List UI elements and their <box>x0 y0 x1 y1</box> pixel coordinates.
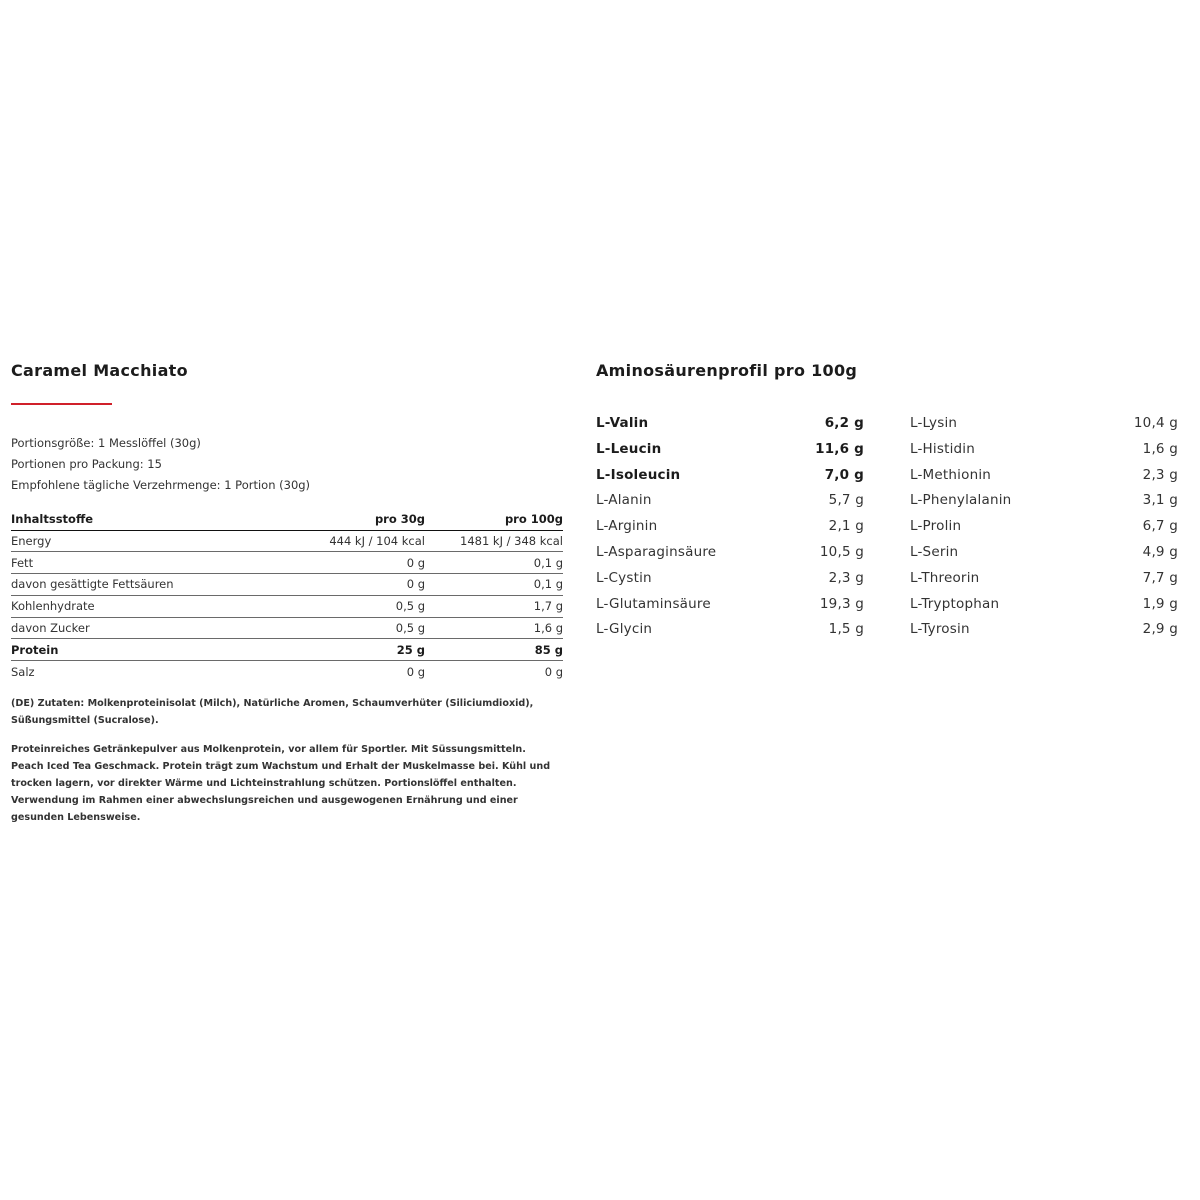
header-per-100g: pro 100g <box>425 508 563 530</box>
nutrition-table <box>11 508 563 683</box>
recommended-intake: Empfohlene tägliche Verzehrmenge: 1 Portion (30g) <box>11 478 311 492</box>
amino-name: L-Cystin <box>596 569 652 586</box>
amino-name: L-Serin <box>910 543 959 560</box>
amino-row <box>910 437 1178 463</box>
amino-value: 2,1 g <box>828 518 864 535</box>
amino-section <box>596 358 1178 643</box>
amino-name: L-Tyrosin <box>910 621 970 638</box>
amino-value: 4,9 g <box>1142 543 1178 560</box>
amino-value: 6,2 g <box>824 415 864 431</box>
amino-name: L-Arginin <box>596 518 658 535</box>
amino-name: L-Histidin <box>910 440 976 457</box>
serving-info <box>11 433 563 496</box>
nutrition-header-row <box>11 508 563 530</box>
nutrient-name: Energy <box>11 530 287 552</box>
amino-value: 7,0 g <box>824 466 864 483</box>
amino-name: L-Prolin <box>910 518 962 535</box>
nutrition-row <box>11 595 563 617</box>
amino-name: L-Alanin <box>596 492 652 509</box>
amino-title: Aminosäurenprofil pro 100g <box>596 361 858 380</box>
nutrient-per-30g: 444 kJ / 104 kcal <box>287 530 425 552</box>
amino-name: L-Leucin <box>596 440 662 457</box>
product-title: Caramel Macchiato <box>11 361 188 380</box>
nutrient-name: davon gesättigte Fettsäuren <box>11 574 287 596</box>
amino-name: L-Glycin <box>596 621 653 638</box>
amino-value: 5,7 g <box>828 492 864 509</box>
amino-row <box>596 463 864 489</box>
nutrient-per-100g: 1,6 g <box>425 617 563 639</box>
amino-row <box>596 411 864 437</box>
amino-value: 1,5 g <box>828 621 864 638</box>
nutrient-name: Protein <box>11 639 287 661</box>
nutrient-per-30g: 0,5 g <box>287 617 425 639</box>
amino-value: 1,6 g <box>1142 440 1178 457</box>
serving-size: Portionsgröße: 1 Messlöffel (30g) <box>11 436 201 450</box>
amino-row <box>910 514 1178 540</box>
nutrition-row <box>11 530 563 552</box>
amino-value: 10,4 g <box>1133 415 1178 431</box>
amino-row <box>596 437 864 463</box>
amino-name: L-Glutaminsäure <box>596 595 711 612</box>
amino-value: 2,3 g <box>1142 466 1178 483</box>
amino-value: 3,1 g <box>1142 492 1178 509</box>
amino-row <box>910 566 1178 592</box>
amino-value: 19,3 g <box>819 595 864 612</box>
amino-row <box>910 411 1178 437</box>
amino-row <box>596 566 864 592</box>
header-ingredient: Inhaltsstoffe <box>11 508 287 530</box>
nutrient-per-100g: 1481 kJ / 348 kcal <box>425 530 563 552</box>
nutrient-per-100g: 1,7 g <box>425 595 563 617</box>
amino-name: L-Phenylalanin <box>910 492 1012 509</box>
description-line: Verwendung im Rahmen einer abwechslungsreichen und ausgewogenen Ernährung und einer <box>11 794 518 806</box>
amino-value: 10,5 g <box>819 543 864 560</box>
amino-value: 2,9 g <box>1142 621 1178 638</box>
amino-value: 2,3 g <box>828 569 864 586</box>
amino-row <box>596 617 864 643</box>
nutrient-per-100g: 0,1 g <box>425 574 563 596</box>
header-per-30g: pro 30g <box>287 508 425 530</box>
amino-row <box>910 540 1178 566</box>
nutrient-per-30g: 0 g <box>287 574 425 596</box>
description-line: Peach Iced Tea Geschmack. Protein trägt zum Wachstum und Erhalt der Muskelmasse bei. Kühl und <box>11 760 551 772</box>
nutrient-per-30g: 0 g <box>287 552 425 574</box>
nutrition-row <box>11 639 563 661</box>
amino-name: L-Threorin <box>910 569 980 586</box>
amino-row <box>596 540 864 566</box>
nutrient-name: davon Zucker <box>11 617 287 639</box>
amino-row <box>910 463 1178 489</box>
amino-value: 7,7 g <box>1142 569 1178 586</box>
nutrition-section <box>11 358 563 826</box>
ingredients-line: Süßungsmittel (Sucralose). <box>11 714 159 726</box>
amino-row <box>910 617 1178 643</box>
description-line: gesunden Lebensweise. <box>11 811 141 823</box>
amino-name: L-Tryptophan <box>910 595 1000 612</box>
nutrient-name: Kohlenhydrate <box>11 595 287 617</box>
nutrient-per-100g: 85 g <box>425 639 563 661</box>
amino-grid <box>596 411 1178 643</box>
nutrition-row <box>11 617 563 639</box>
nutrient-per-30g: 0 g <box>406 664 425 679</box>
nutrition-row <box>11 552 563 574</box>
amino-row <box>596 592 864 618</box>
product-description <box>11 741 563 826</box>
amino-row <box>910 592 1178 618</box>
nutrient-per-100g: 0 g <box>544 664 563 679</box>
title-accent-line <box>11 403 112 405</box>
amino-name: L-Valin <box>596 415 649 431</box>
nutrition-row <box>11 574 563 596</box>
nutrient-per-100g: 0,1 g <box>425 552 563 574</box>
description-line: Proteinreiches Getränkepulver aus Molkenprotein, vor allem für Sportler. Mit Süssungsmitteln. <box>11 743 526 755</box>
amino-row <box>596 514 864 540</box>
ingredients-text <box>11 695 563 729</box>
amino-value: 11,6 g <box>815 440 864 457</box>
amino-name: L-Isoleucin <box>596 466 681 483</box>
amino-name: L-Asparaginsäure <box>596 543 717 560</box>
amino-name: L-Methionin <box>910 466 992 483</box>
amino-name: L-Lysin <box>910 415 958 431</box>
amino-column-left <box>596 411 864 643</box>
nutrient-name: Fett <box>11 552 287 574</box>
amino-row <box>910 488 1178 514</box>
nutrition-row <box>11 661 563 683</box>
description-line: trocken lagern, vor direkter Wärme und Lichteinstrahlung schützen. Portionslöffel enthalten. <box>11 777 517 789</box>
amino-column-right <box>910 411 1178 643</box>
amino-value: 6,7 g <box>1142 518 1178 535</box>
amino-row <box>596 488 864 514</box>
nutrient-per-30g: 25 g <box>287 639 425 661</box>
ingredients-line: (DE) Zutaten: Molkenproteinisolat (Milch), Natürliche Aromen, Schaumverhüter (Siliciumdioxid), <box>11 697 534 709</box>
servings-per-pack: Portionen pro Packung: 15 <box>11 457 162 471</box>
amino-value: 1,9 g <box>1142 595 1178 612</box>
nutrient-per-30g: 0,5 g <box>287 595 425 617</box>
nutrient-name: Salz <box>11 664 35 679</box>
